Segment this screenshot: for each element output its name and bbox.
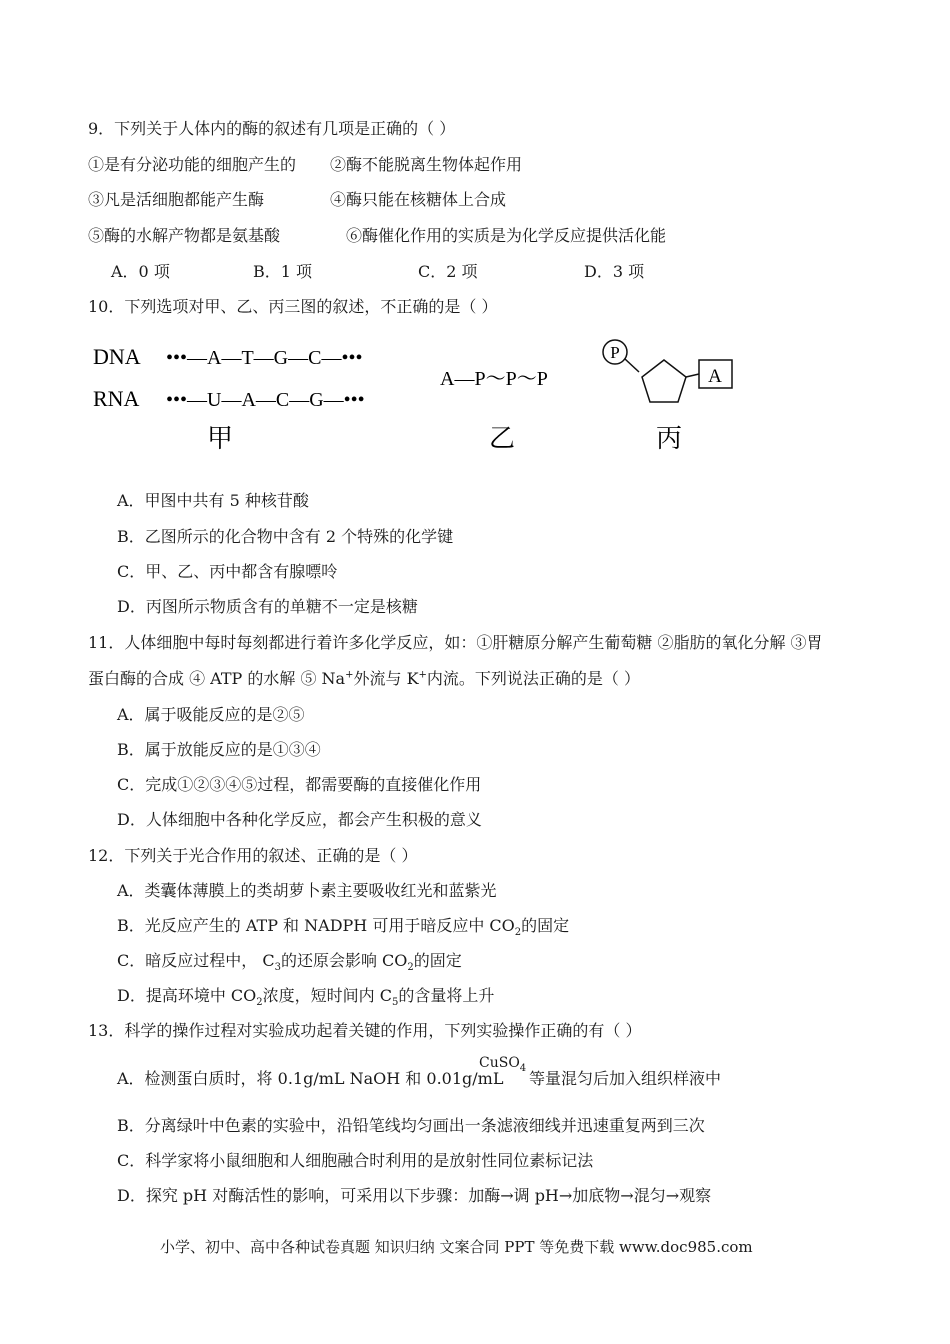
figure-yi-caption: 乙: [489, 424, 516, 454]
q11-k-charge: +: [418, 669, 427, 681]
q13-option-a-text2: 等量混匀后加入组织样液中: [529, 1069, 722, 1088]
q9-statement-1: ①是有分泌功能的细胞产生的: [88, 155, 297, 174]
q10-option-a: A．甲图中共有 5 种核苷酸: [117, 491, 309, 510]
rna-label: RNA: [93, 386, 140, 411]
q11-option-c: C．完成①②③④⑤过程，都需要酶的直接催化作用: [117, 775, 482, 794]
q9-option-a: A．0 项: [111, 262, 170, 281]
q13-cuso4-sub: 4: [519, 1062, 527, 1074]
q9-stem: 9．下列关于人体内的酶的叙述有几项是正确的（ ）: [88, 119, 456, 138]
q11-option-d: D．人体细胞中各种化学反应，都会产生积极的意义: [117, 810, 482, 829]
q11-stem-part-c: 内流。下列说法正确的是（ ）: [426, 669, 641, 688]
q13-option-b: B．分离绿叶中色素的实验中，沿铅笔线均匀画出一条滤液细线并迅速重复两到三次: [117, 1116, 705, 1135]
page-footer: 小学、初中、高中各种试卷真题 知识归纳 文案合同 PPT 等免费下载 www.doc985.com: [160, 1238, 753, 1256]
q11-option-b: B．属于放能反应的是①③④: [117, 740, 321, 759]
q11-stem-part-a: 蛋白酶的合成 ④ ATP 的水解 ⑤ Na: [88, 669, 346, 688]
q12-option-d-text1: D．提高环境中 CO: [117, 986, 257, 1005]
q12-option-d-text3: 的含量将上升: [398, 986, 495, 1005]
q13-stem: 13．科学的操作过程对实验成功起着关键的作用，下列实验操作正确的有（ ）: [88, 1021, 642, 1040]
q12-option-c-text2: 的还原会影响 CO: [280, 951, 408, 970]
q12-option-c: [117, 951, 462, 974]
q13-cuso4: CuSO: [479, 1055, 520, 1071]
q9-statement-3: ③凡是活细胞都能产生酶: [88, 190, 265, 209]
q11-stem-line2: [88, 669, 640, 689]
phosphate-bond: [625, 359, 639, 372]
q10-stem: 10．下列选项对甲、乙、丙三图的叙述，不正确的是（ ）: [88, 297, 498, 316]
q9-statement-6: ⑥酶催化作用的实质是为化学反应提供活化能: [346, 226, 667, 245]
q12-option-d-sub2: 5: [392, 997, 399, 1009]
q12-option-b-text1: B．光反应产生的 ATP 和 NADPH 可用于暗反应中 CO: [117, 916, 515, 935]
q9-option-b: B．1 项: [253, 262, 313, 281]
q10-option-b: B．乙图所示的化合物中含有 2 个特殊的化学键: [117, 527, 454, 546]
q12-option-a: A．类囊体薄膜上的类胡萝卜素主要吸收红光和蓝紫光: [117, 881, 497, 900]
q11-stem-line1: 11．人体细胞中每时每刻都进行着许多化学反应，如：①肝糖原分解产生葡萄糖 ②脂肪的氧化分解 ③胃: [88, 633, 823, 652]
q12-option-c-text1: C．暗反应过程中， C: [117, 951, 275, 970]
q11-option-a: A．属于吸能反应的是②⑤: [117, 705, 305, 724]
q9-option-c: C．2 项: [418, 262, 478, 281]
q12-option-d-sub1: 2: [256, 997, 263, 1009]
q12-option-c-sub2: 2: [407, 962, 414, 974]
q12-option-b: [117, 916, 570, 939]
atp-formula: A—P～P～P: [440, 368, 548, 390]
q12-option-b-text2: 的固定: [521, 916, 570, 935]
phosphate-label: P: [610, 343, 620, 362]
q13-option-c: C．科学家将小鼠细胞和人细胞融合时利用的是放射性同位素标记法: [117, 1151, 594, 1170]
base-bond: [686, 374, 699, 377]
q11-stem-part-b: 外流与 K: [353, 669, 419, 688]
q12-option-b-sub: 2: [514, 927, 522, 939]
q12-option-d: [117, 986, 495, 1009]
figure-jia-caption: 甲: [207, 424, 234, 454]
q10-figure: [80, 330, 760, 460]
q9-statement-2: ②酶不能脱离生物体起作用: [330, 155, 523, 174]
q10-option-c: C．甲、乙、丙中都含有腺嘌呤: [117, 562, 338, 581]
q11-na-charge: +: [345, 669, 354, 681]
q12-option-d-text2: 浓度，短时间内 C: [262, 986, 392, 1005]
dna-label: DNA: [93, 344, 141, 369]
q13-option-d: D．探究 pH 对酶活性的影响，可采用以下步骤：加酶→调 pH→加底物→混匀→观察: [117, 1186, 712, 1205]
q10-option-d: D．丙图所示物质含有的单糖不一定是核糖: [117, 597, 418, 616]
q12-option-c-sub1: 3: [274, 962, 281, 974]
q13-option-a-formula: [479, 1053, 526, 1073]
q9-option-d: D．3 项: [584, 262, 645, 281]
q12-stem: 12．下列关于光合作用的叙述、正确的是（ ）: [88, 846, 418, 865]
figure-bing-caption: 丙: [656, 424, 683, 454]
pentose-ring: [642, 360, 686, 402]
q9-statement-5: ⑤酶的水解产物都是氨基酸: [88, 226, 281, 245]
base-label: A: [708, 366, 722, 387]
q13-option-a-text1: A．检测蛋白质时，将 0.1g/mL NaOH 和 0.01g/mL: [117, 1069, 504, 1088]
rna-sequence: •••—U—A—C—G—•••: [166, 389, 365, 411]
dna-sequence: •••—A—T—G—C—•••: [166, 347, 363, 369]
q12-option-c-text3: 的固定: [413, 951, 462, 970]
q9-statement-4: ④酶只能在核糖体上合成: [330, 190, 507, 209]
